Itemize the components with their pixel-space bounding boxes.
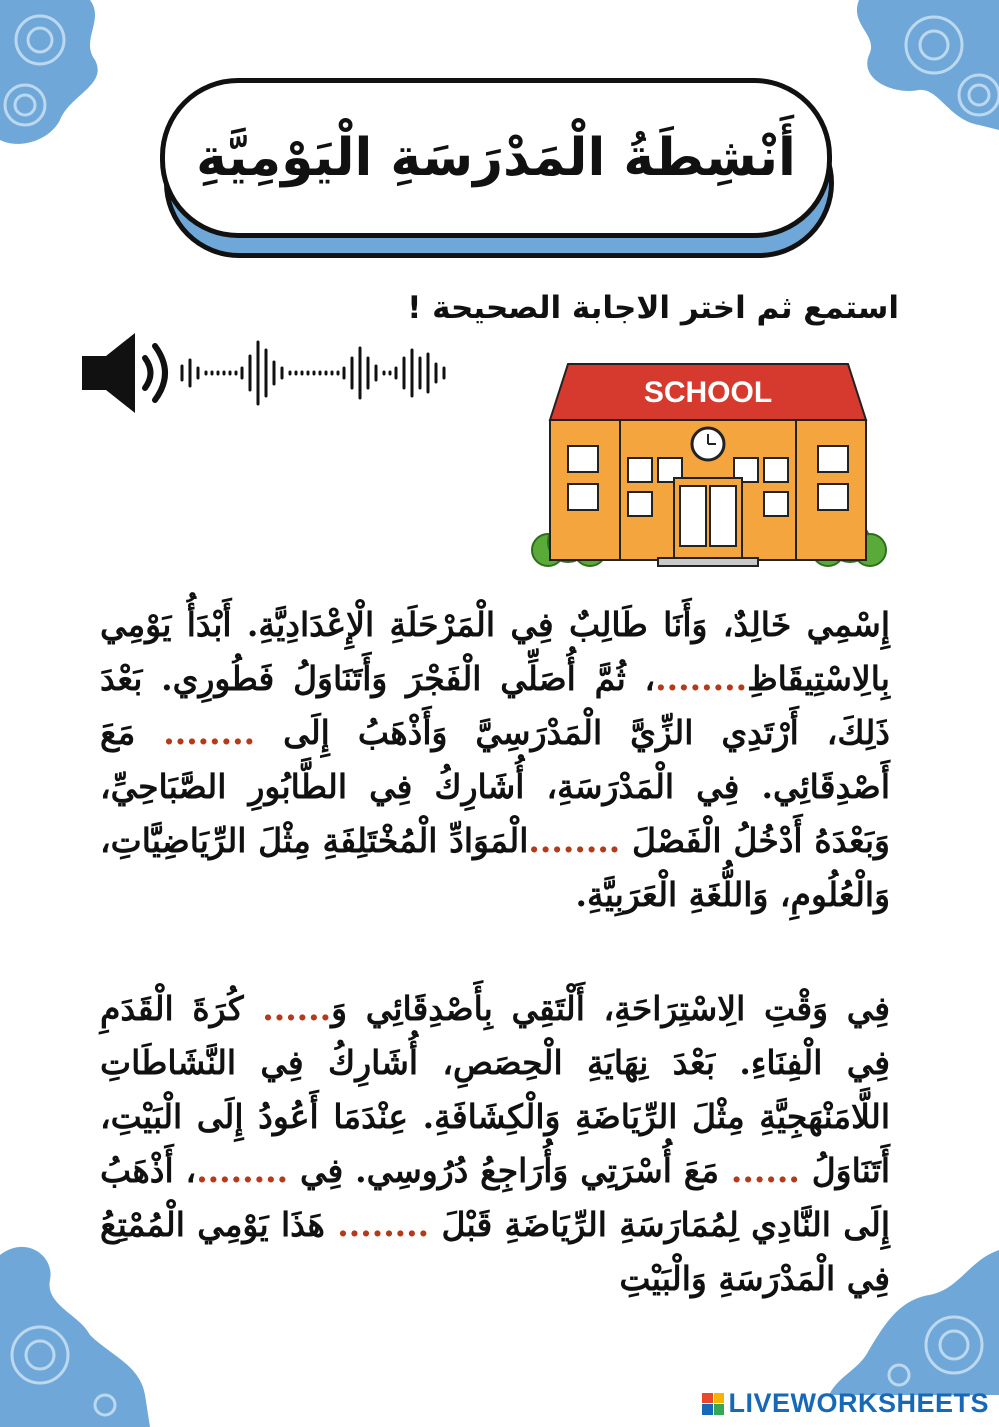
blank-3[interactable]: ........: [528, 821, 621, 860]
blank-2[interactable]: ........: [163, 713, 256, 752]
audio-player[interactable]: [80, 328, 460, 418]
instruction-text: استمع ثم اختر الاجابة الصحيحة !: [407, 290, 899, 326]
paragraph-2-text-2: كُرَةَ الْقَدَمِ فِي الْفِنَاءِ. بَعْدَ نِهَايَةِ الْحِصَصِ، أُشَارِكُ فِي النَّشَاطَاتِ اللَّامَنْهَجِيَّةِ مِثْلَ الرِّيَاضَةِ وَالْكِشَافَةِ. عِنْدَمَا أَعُودُ إِلَى الْبَيْتِ، أَتَنَاوَلُ: [100, 989, 890, 1190]
title-box: [160, 78, 832, 238]
paragraph-2-text-4: ، أَذْهَبُ إِلَى النَّادِي لِمُمَارَسَةِ الرِّيَاضَةِ قَبْلَ: [100, 1151, 890, 1244]
title-banner: [160, 78, 840, 268]
page-title: أَنْشِطَةُ الْمَدْرَسَةِ الْيَوْمِيَّةِ: [196, 128, 796, 188]
school-building-icon: [528, 362, 888, 574]
paragraph-2-text-3: مَعَ أُسْرَتِي وَأُرَاجِعُ دُرُوسِي. فِي: [288, 1151, 731, 1190]
audio-waveform: [182, 342, 444, 404]
paragraph-1: [100, 598, 890, 922]
paragraph-1-text-4: الْمَوَادِّ الْمُخْتَلِفَةِ مِثْلَ الرِّيَاضِيَّاتِ، وَالْعُلُومِ، وَاللُّغَةِ الْعَرَبِيَّةِ.: [100, 821, 890, 914]
blank-4[interactable]: ......: [262, 989, 332, 1028]
paragraph-2: [100, 982, 890, 1306]
brand-watermark: [702, 1388, 989, 1419]
paragraph-1-text-2: ، ثُمَّ أُصَلِّي الْفَجْرَ وَأَتَنَاوَلُ فَطُورِي. بَعْدَ ذَلِكَ، أَرْتَدِي الزِّيَّ الْمَدْرَسِيَّ وَأَذْهَبُ إِلَى: [100, 659, 890, 752]
blank-1[interactable]: ........: [655, 659, 748, 698]
paragraph-2-text-1: فِي وَقْتِ الِاسْتِرَاحَةِ، أَلْتَقِي بِأَصْدِقَائِي وَ: [331, 989, 890, 1028]
brand-name: LIVEWORKSHEETS: [728, 1388, 989, 1418]
paragraph-2-text-5: هَذَا يَوْمِي الْمُمْتِعُ فِي الْمَدْرَسَةِ وَالْبَيْتِ: [100, 1205, 890, 1298]
speaker-icon[interactable]: [82, 333, 165, 413]
brand-logo-icon: [702, 1393, 724, 1415]
paragraph-1-text-1: إِسْمِي خَالِدٌ، وَأَنَا طَالِبٌ فِي الْمَرْحَلَةِ الْإِعْدَادِيَّةِ. أَبْدَأُ يَوْمِي بِالِاسْتِيقَاظِ: [100, 605, 890, 698]
blank-6[interactable]: ........: [196, 1151, 289, 1190]
corner-decoration-top-right: [839, 0, 999, 140]
blank-7[interactable]: ........: [337, 1205, 430, 1244]
blank-5[interactable]: ......: [730, 1151, 800, 1190]
school-sign: SCHOOL: [643, 376, 773, 409]
corner-decoration-top-left: [0, 0, 110, 150]
paragraph-1-text-3: مَعَ أَصْدِقَائِي. فِي الْمَدْرَسَةِ، أُشَارِكُ فِي الطَّابُورِ الصَّبَاحِيِّ، وَبَعْدَهُ أَدْخُلُ الْفَصْلَ: [100, 713, 890, 860]
